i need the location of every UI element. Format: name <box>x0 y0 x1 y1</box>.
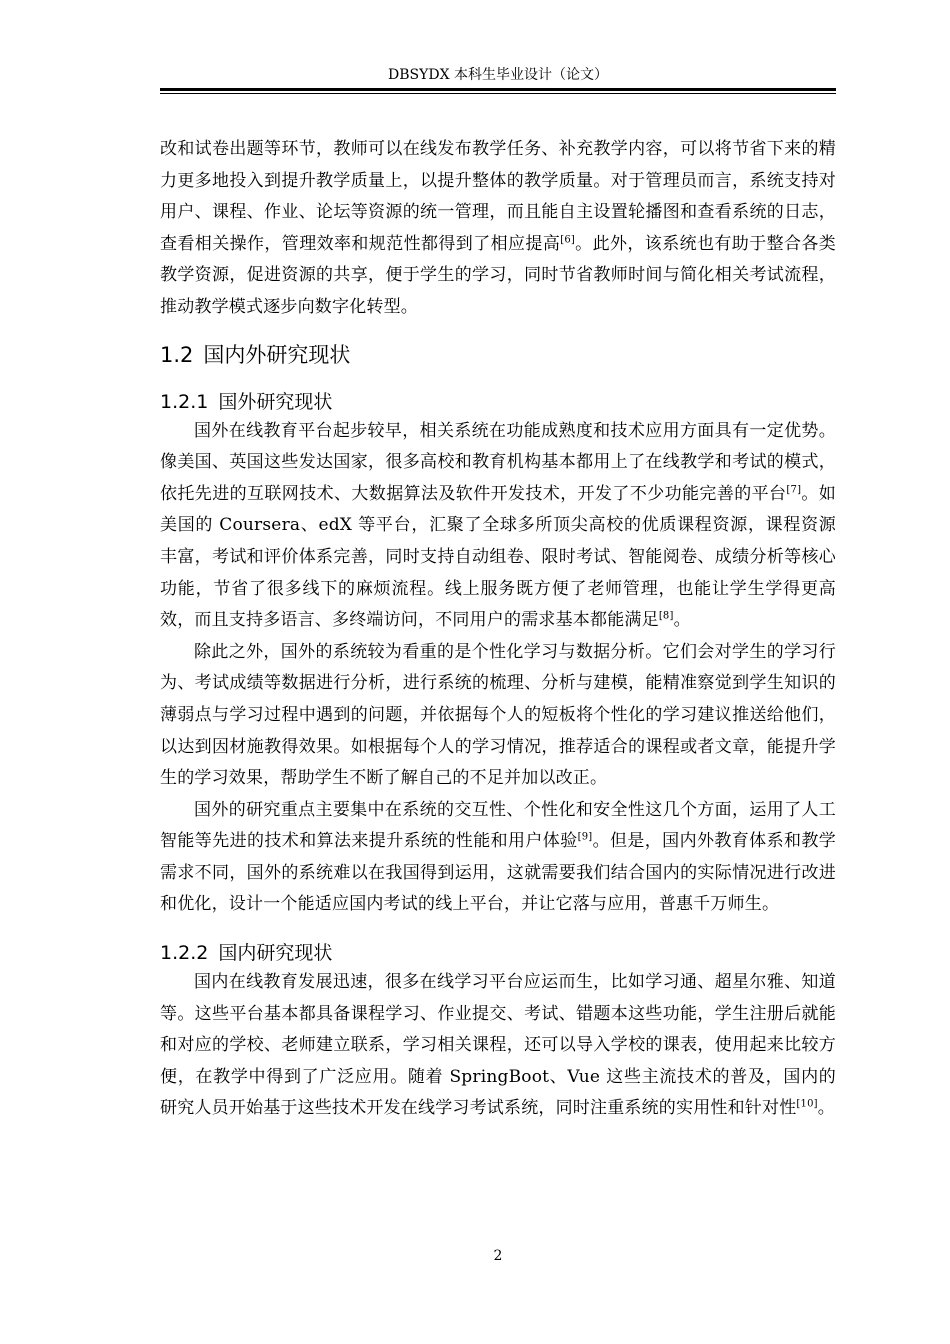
citation-10: [10] <box>796 1098 818 1110</box>
section-number: 1.2 <box>160 342 194 367</box>
section-heading-1-2 <box>160 340 836 370</box>
domestic-paragraph-1 <box>160 967 836 1125</box>
intro-text-b: 。此外，该系统也有助于整合各类教学资源，促进资源的共享，便于学生的学习，同时节省教师时间与简化相关考试流程，推动教学模式逐步向数字化转型。 <box>160 233 836 317</box>
foreign-paragraph-1 <box>160 416 836 637</box>
page-number: 2 <box>493 1248 503 1264</box>
citation-7: [7] <box>786 484 802 496</box>
foreign-p1-text-c: 。 <box>673 610 691 631</box>
header-rule-thick <box>160 88 836 91</box>
body-content <box>160 134 836 1125</box>
foreign-p1-text-a: 国外在线教育平台起步较早，相关系统在功能成熟度和技术应用方面具有一定优势。像美国、英国这些发达国家，很多高校和教育机构基本都用上了在线教学和考试的模式，依托先进的互联网技术、大数据算法及软件开发技术，开发了不少功能完善的平台 <box>160 420 836 504</box>
foreign-paragraph-2: 除此之外，国外的系统较为看重的是个性化学习与数据分析。它们会对学生的学习行为、考试成绩等数据进行分析，进行系统的梳理、分析与建模，能精准察觉到学生知识的薄弱点与学习过程中遇到的问题，并依据每个人的短板将个性化的学习建议推送给他们，以达到因材施教得效果。如根据每个人的学习情况，推荐适合的课程或者文章，能提升学生的学习效果，帮助学生不断了解自己的不足并加以改正。 <box>160 641 836 789</box>
subsection-title: 国内研究现状 <box>218 942 333 965</box>
intro-paragraph <box>160 134 836 324</box>
subsection-heading-1-2-2 <box>160 939 836 967</box>
subsection-heading-1-2-1 <box>160 388 836 416</box>
domestic-p1-text-b: 。 <box>817 1098 835 1119</box>
foreign-p3-text-b: 。但是，国内外教育体系和教学需求不同，国外的系统难以在我国得到运用，这就需要我们结合国内的实际情况进行改进和优化，设计一个能适应国内考试的线上平台，并让它落与应用，普惠千万师生。 <box>160 831 836 915</box>
domestic-p1-text-a: 国内在线教育发展迅速，很多在线学习平台应运而生，比如学习通、超星尔雅、知道等。这些平台基本都具备课程学习、作业提交、考试、错题本这些功能，学生注册后就能和对应的学校、老师建立联系，学习相关课程，还可以导入学校的课表，使用起来比较方便，在教学中得到了广泛应用。随着 SpringBoot、Vue 这些主流技术的普及，国内的研究人员开始基于这些技术开发在线学习考试系统，同时注重系统的实用性和针对性 <box>160 972 836 1119</box>
subsection-number: 1.2.2 <box>160 942 209 965</box>
intro-text-a: 改和试卷出题等环节，教师可以在线发布教学任务、补充教学内容，可以将节省下来的精力更多地投入到提升教学质量上，以提升整体的教学质量。对于管理员而言，系统支持对用户、课程、作业、论坛等资源的统一管理，而且能自主设置轮播图和查看系统的日志，查看相关操作，管理效率和规范性都得到了相应提高 <box>160 139 836 254</box>
subsection-number: 1.2.1 <box>160 390 209 413</box>
foreign-p1-text-b: 。如美国的 Coursera、edX 等平台，汇聚了全球多所顶尖高校的优质课程资源，课程资源丰富，考试和评价体系完善，同时支持自动组卷、限时考试、智能阅卷、成绩分析等核心功能，节省了很多线下的麻烦流程。线上服务既方便了老师管理，也能让学生学得更高效，而且支持多语言、多终端访问，不同用户的需求基本都能满足 <box>160 483 836 631</box>
header-rule-thin <box>160 93 836 94</box>
foreign-paragraph-3 <box>160 795 836 921</box>
running-header: DBSYDX 本科生毕业设计（论文） <box>388 67 608 83</box>
subsection-title: 国外研究现状 <box>218 390 333 413</box>
citation-9: [9] <box>577 831 593 843</box>
citation-6: [6] <box>560 234 575 246</box>
section-title: 国内外研究现状 <box>203 342 351 367</box>
foreign-p3-text-a: 国外的研究重点主要集中在系统的交互性、个性化和安全性这几个方面，运用了人工智能等先进的技术和算法来提升系统的性能和用户体验 <box>160 799 836 852</box>
citation-8: [8] <box>658 610 674 622</box>
